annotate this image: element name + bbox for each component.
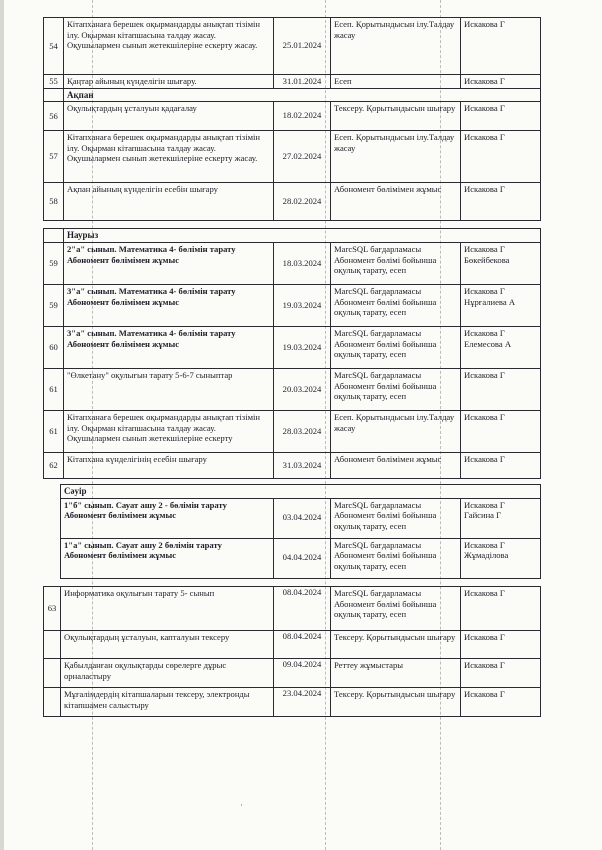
form-cell: Абономент бөлімімен жұмыс <box>331 453 461 479</box>
row-number: 61 <box>44 369 64 411</box>
activity-cell: Қаңтар айының күнделігін шығару. <box>64 75 274 89</box>
date-cell: 19.03.2024 <box>274 327 331 369</box>
activity-title: 1"б" сынып. Сауат ашу 2 - бөлімін тарату <box>64 499 227 510</box>
table-row <box>44 102 541 131</box>
plan-table-january-february <box>43 17 541 221</box>
date-cell: 28.03.2024 <box>274 411 331 453</box>
responsible-secondary: Елемесова А <box>464 338 512 349</box>
activity-cell: Мұғалімдердің кітапшаларын тексеру, электронды кітапшамен салыстыру <box>61 688 274 717</box>
row-number: 60 <box>44 327 64 369</box>
date-cell: 25.01.2024 <box>274 18 331 75</box>
activity-cell: Кітапханаға берешек оқырмандарды анықтап тізімін ілу. Оқырман кітапшасына талдау жасау. Оқушылармен сынып жетекшілеріне ескерту <box>64 411 274 453</box>
date-cell: 27.02.2024 <box>274 131 331 183</box>
row-number: 56 <box>44 102 64 131</box>
responsible-cell: Искакова Г <box>461 369 541 411</box>
row-number <box>44 631 61 659</box>
activity-cell: Оқулықтардың ұсталуын, капталуын тексеру <box>61 631 274 659</box>
form-cell: Тексеру. Қорытындысын шығару <box>331 102 461 131</box>
responsible-cell: Искакова Г <box>461 411 541 453</box>
scan-edge <box>0 0 4 850</box>
table-row <box>44 75 541 89</box>
responsible-cell: Искакова Г <box>461 75 541 89</box>
responsible-secondary: Бөкейбекова <box>464 254 510 265</box>
activity-title: 3"а" сынып. Математика 4- бөлімін тарату <box>67 328 236 338</box>
form-cell: MarcSQL бағдарламасы Абономент бөлімі бойынша оқулық тарату, есеп <box>331 369 461 411</box>
responsible-cell: Искакова Г <box>461 18 541 75</box>
activity-subtitle: Абономент бөлімімен жұмыс <box>67 296 180 307</box>
table-row <box>44 659 541 688</box>
responsible-primary: Искакова Г <box>464 539 505 550</box>
table-row <box>44 369 541 411</box>
responsible-cell: Искакова Г <box>461 453 541 479</box>
row-number: 57 <box>44 131 64 183</box>
form-cell: MarcSQL бағдарламасы Абономент бөлімі бойынша оқулық тарату, есеп <box>331 285 461 327</box>
row-number: 58 <box>44 183 64 221</box>
responsible-primary: Искакова Г <box>464 286 505 296</box>
activity-cell <box>61 498 274 538</box>
plan-table-april-continued <box>43 586 541 717</box>
responsible-cell <box>461 243 541 285</box>
date-cell: 18.03.2024 <box>274 243 331 285</box>
table-row <box>44 183 541 221</box>
responsible-primary: Искакова Г <box>464 244 505 254</box>
date-cell: 08.04.2024 <box>274 587 331 631</box>
row-number: 59 <box>44 243 64 285</box>
date-cell: 31.03.2024 <box>274 453 331 479</box>
activity-title: 1"а" сынып. Сауат ашу 2 бөлімін тарату <box>64 539 222 550</box>
activity-cell: Ақпан айының күнделігін есебін шығару <box>64 183 274 221</box>
table-row <box>61 538 541 578</box>
responsible-cell: Искакова Г <box>461 688 541 717</box>
activity-cell: Кітапханаға берешек оқырмандарды анықтап тізімін ілу. Оқырман кітапшасына талдау жасау. Оқушылармен сынып жетекшілеріне ескерту жасау. <box>64 131 274 183</box>
plan-table-march <box>43 228 541 479</box>
responsible-secondary: Нұрғалиева А <box>464 296 516 307</box>
responsible-primary: Искакова Г <box>464 499 505 510</box>
row-number: 61 <box>44 411 64 453</box>
date-cell: 09.04.2024 <box>274 659 331 688</box>
responsible-primary: Искакова Г <box>464 328 505 338</box>
responsible-cell: Искакова Г <box>461 102 541 131</box>
row-number <box>44 688 61 717</box>
table-row <box>44 243 541 285</box>
activity-cell: "Өлкетану" оқулығын тарату 5-6-7 сыныптар <box>64 369 274 411</box>
section-heading-march: Наурыз <box>64 229 541 243</box>
row-number: 55 <box>44 75 64 89</box>
section-row <box>44 229 541 243</box>
responsible-cell: Искакова Г <box>461 183 541 221</box>
form-cell: Есеп. Қорытындысын ілу.Талдау жасау <box>331 18 461 75</box>
activity-subtitle: Абономент бөлімімен жұмыс <box>67 254 180 265</box>
table-row <box>44 131 541 183</box>
form-cell: Тексеру. Қорытындысын шығару <box>331 688 461 717</box>
table-row <box>44 688 541 717</box>
section-heading-february: Ақпан <box>64 88 541 102</box>
section-row <box>61 485 541 499</box>
activity-cell: Кітапхана күнделігінің есебін шығару <box>64 453 274 479</box>
table-row <box>44 411 541 453</box>
activity-cell <box>64 285 274 327</box>
activity-subtitle: Абономент бөлімімен жұмыс <box>64 510 177 521</box>
table-row <box>44 285 541 327</box>
form-cell: Абономент бөлімімен жұмыс <box>331 183 461 221</box>
date-cell: 20.03.2024 <box>274 369 331 411</box>
section-heading-april: Сәуір <box>61 485 541 499</box>
responsible-cell: Искакова Г <box>461 587 541 631</box>
date-cell: 04.04.2024 <box>274 538 331 578</box>
date-cell: 19.03.2024 <box>274 285 331 327</box>
form-cell: Есеп <box>331 75 461 89</box>
activity-title: 2"а" сынып. Математика 4- бөлімін тарату <box>67 244 236 254</box>
activity-cell: Қабылданған оқулықтарды сөрелерге дұрыс орналастыру <box>61 659 274 688</box>
responsible-secondary: Жұмаділова <box>464 550 509 561</box>
row-number: 62 <box>44 453 64 479</box>
form-cell: Есеп. Қорытындысын ілу.Талдау жасау <box>331 131 461 183</box>
table-row <box>44 453 541 479</box>
form-cell: MarcSQL бағдарламасы Абономент бөлімі бойынша оқулық тарату, есеп <box>331 327 461 369</box>
activity-subtitle: Абономент бөлімімен жұмыс <box>64 550 177 561</box>
form-cell: Есеп. Қорытындысын ілу.Талдау жасау <box>331 411 461 453</box>
row-number: 63 <box>44 587 61 631</box>
responsible-cell: Искакова Г <box>461 631 541 659</box>
activity-cell <box>61 538 274 578</box>
row-number: 54 <box>44 18 64 75</box>
form-cell: MarcSQL бағдарламасы Абономент бөлімі бойынша оқулық тарату, есеп <box>331 538 461 578</box>
form-cell: Реттеу жұмыстары <box>331 659 461 688</box>
activity-title: 3"а" сынып. Математика 4- бөлімін тарату <box>67 286 236 296</box>
activity-subtitle: Абономент бөлімімен жұмыс <box>67 338 180 349</box>
responsible-cell <box>461 327 541 369</box>
responsible-cell <box>461 538 541 578</box>
table-row <box>44 631 541 659</box>
row-number: 59 <box>44 285 64 327</box>
activity-cell <box>64 243 274 285</box>
form-cell: MarcSQL бағдарламасы Абономент бөлімі бойынша оқулық тарату, есеп <box>331 498 461 538</box>
date-cell: 03.04.2024 <box>274 498 331 538</box>
scan-speck: · <box>240 800 243 810</box>
responsible-cell <box>461 498 541 538</box>
form-cell: Тексеру. Қорытындысын шығару <box>331 631 461 659</box>
row-number <box>44 659 61 688</box>
date-cell: 23.04.2024 <box>274 688 331 717</box>
activity-cell: Оқулықтардың ұсталуын қадағалау <box>64 102 274 131</box>
activity-cell <box>64 327 274 369</box>
date-cell: 31.01.2024 <box>274 75 331 89</box>
responsible-secondary: Гайсина Г <box>464 510 502 521</box>
activity-cell: Информатика оқулығын тарату 5- сынып <box>61 587 274 631</box>
responsible-cell: Искакова Г <box>461 131 541 183</box>
section-row <box>44 88 541 102</box>
table-row <box>44 327 541 369</box>
date-cell: 18.02.2024 <box>274 102 331 131</box>
form-cell: MarcSQL бағдарламасы Абономент бөлімі бойынша оқулық тарату, есеп <box>331 587 461 631</box>
date-cell: 28.02.2024 <box>274 183 331 221</box>
responsible-cell <box>461 285 541 327</box>
activity-cell: Кітапханаға берешек оқырмандарды анықтап тізімін ілу. Оқырман кітапшасына талдау жасау. Оқушылармен сынып жетекшілеріне ескерту жасау. <box>64 18 274 75</box>
responsible-cell: Искакова Г <box>461 659 541 688</box>
plan-table-april <box>60 484 541 579</box>
table-row <box>44 18 541 75</box>
date-cell: 08.04.2024 <box>274 631 331 659</box>
table-row <box>61 498 541 538</box>
table-row <box>44 587 541 631</box>
form-cell: MarcSQL бағдарламасы Абономент бөлімі бойынша оқулық тарату, есеп <box>331 243 461 285</box>
